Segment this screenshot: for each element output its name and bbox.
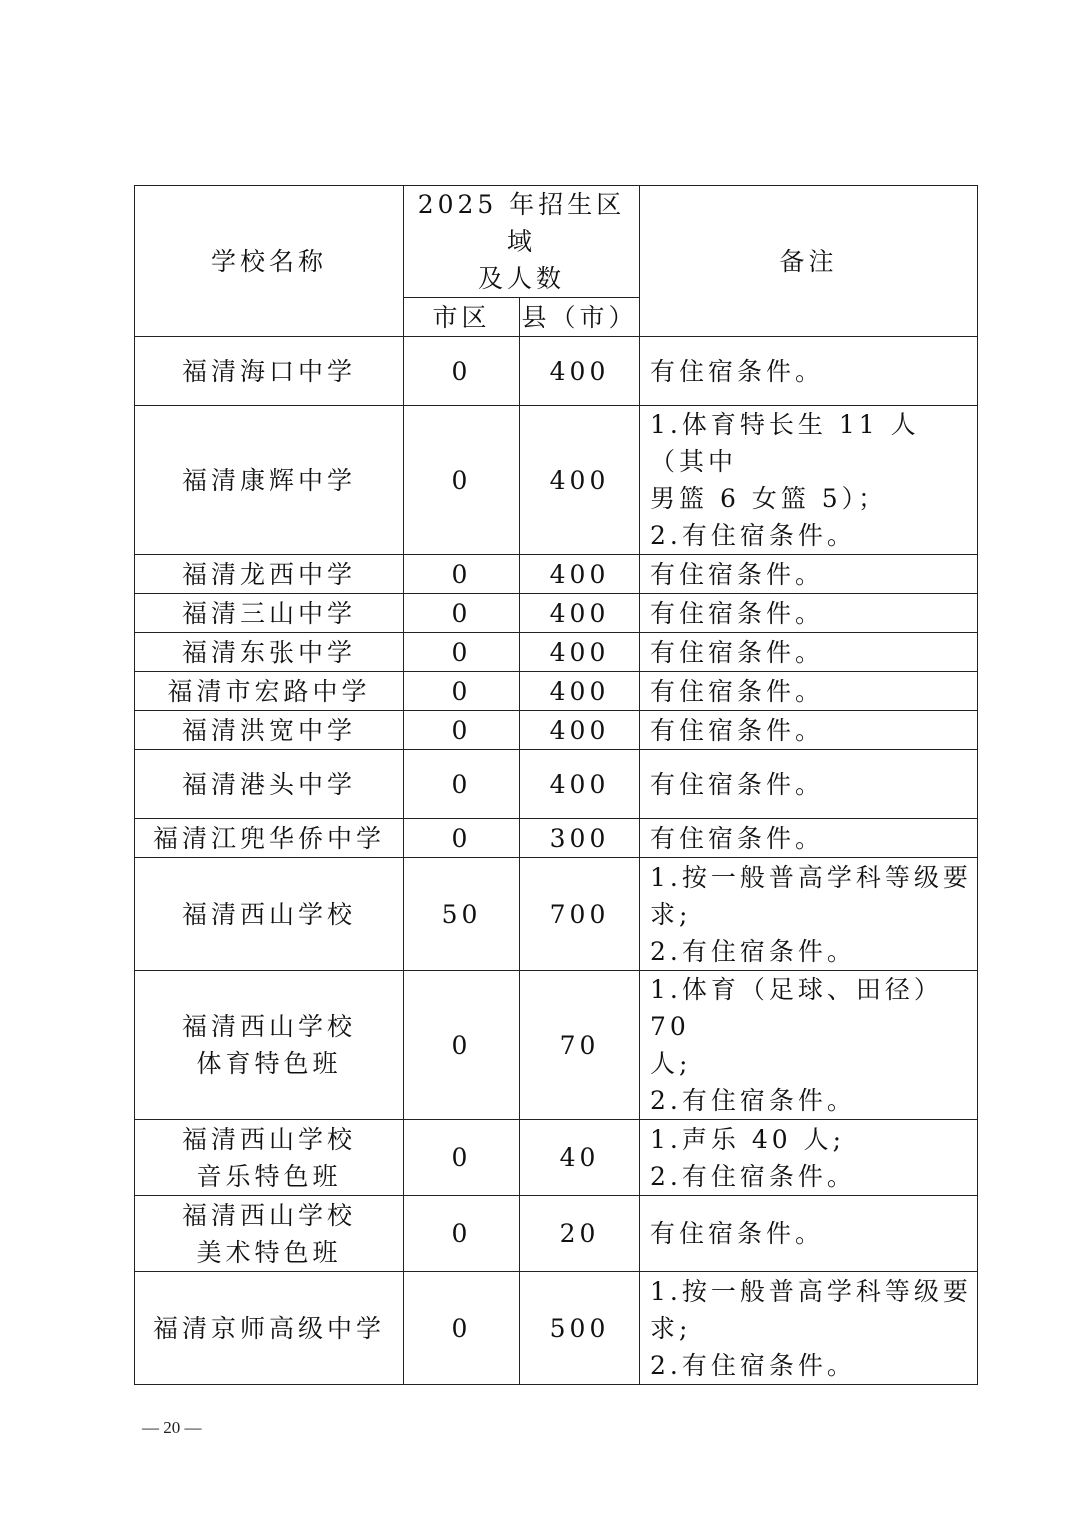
table-row bbox=[135, 1272, 978, 1385]
header-region-line2: 及人数 bbox=[478, 264, 566, 293]
county-count: 400 bbox=[520, 750, 640, 819]
remark-line: 人; bbox=[650, 1049, 692, 1078]
remarks-cell bbox=[640, 406, 978, 555]
header-county: 县（市） bbox=[520, 298, 640, 337]
county-count: 300 bbox=[520, 819, 640, 858]
county-count: 400 bbox=[520, 594, 640, 633]
city-count: 0 bbox=[404, 594, 520, 633]
school-name-cell bbox=[135, 971, 404, 1120]
remarks-cell bbox=[640, 1272, 978, 1385]
county-count: 400 bbox=[520, 711, 640, 750]
page-number: — 20 — bbox=[142, 1418, 202, 1437]
school-name: 福清港头中学 bbox=[181, 769, 356, 799]
city-count: 0 bbox=[404, 819, 520, 858]
remark-line: 求; bbox=[650, 1313, 692, 1343]
school-name: 福清西山学校 bbox=[181, 1012, 356, 1041]
school-name: 体育特色班 bbox=[196, 1049, 342, 1078]
table-row bbox=[135, 1120, 978, 1196]
county-count: 700 bbox=[520, 858, 640, 971]
remark-line: 2.有住宿条件。 bbox=[650, 936, 856, 966]
county-count: 400 bbox=[520, 406, 640, 555]
school-name: 福清江兜华侨中学 bbox=[152, 823, 385, 853]
school-name-cell bbox=[135, 819, 404, 858]
school-name: 音乐特色班 bbox=[196, 1161, 342, 1191]
header-region-line1: 2025 年招生区域 bbox=[417, 190, 626, 256]
remark-line: 2.有住宿条件。 bbox=[650, 1086, 856, 1115]
remark-line: 男篮 6 女篮 5）； bbox=[650, 484, 888, 513]
remark-line: 求; bbox=[650, 899, 692, 929]
city-count: 0 bbox=[404, 337, 520, 406]
city-count: 0 bbox=[404, 1120, 520, 1196]
remark-line: 有住宿条件。 bbox=[650, 356, 825, 386]
table-row bbox=[135, 337, 978, 406]
table-row bbox=[135, 594, 978, 633]
city-count: 0 bbox=[404, 1272, 520, 1385]
header-region-count bbox=[404, 186, 640, 298]
county-count: 400 bbox=[520, 337, 640, 406]
table-row bbox=[135, 750, 978, 819]
school-name-cell bbox=[135, 1196, 404, 1272]
school-name-cell bbox=[135, 337, 404, 406]
remark-line: 1.体育特长生 11 人（其中 bbox=[650, 410, 920, 476]
school-name-cell bbox=[135, 1120, 404, 1196]
table-row bbox=[135, 819, 978, 858]
remarks-cell bbox=[640, 1196, 978, 1272]
remark-line: 有住宿条件。 bbox=[650, 598, 825, 628]
city-count: 50 bbox=[404, 858, 520, 971]
remarks-cell bbox=[640, 1120, 978, 1196]
school-name-cell bbox=[135, 672, 404, 711]
school-name-cell bbox=[135, 711, 404, 750]
school-name-cell bbox=[135, 555, 404, 594]
remarks-cell bbox=[640, 819, 978, 858]
remarks-cell bbox=[640, 711, 978, 750]
header-remarks: 备注 bbox=[640, 186, 978, 337]
county-count: 20 bbox=[520, 1196, 640, 1272]
header-school-name: 学校名称 bbox=[135, 186, 404, 337]
remarks-cell bbox=[640, 971, 978, 1120]
remarks-cell bbox=[640, 594, 978, 633]
table-row bbox=[135, 711, 978, 750]
school-name: 美术特色班 bbox=[196, 1237, 342, 1267]
table-row bbox=[135, 406, 978, 555]
school-name: 福清市宏路中学 bbox=[167, 676, 371, 706]
remark-line: 有住宿条件。 bbox=[650, 823, 825, 853]
remark-line: 1.声乐 40 人; bbox=[650, 1124, 845, 1154]
remarks-cell bbox=[640, 858, 978, 971]
remarks-cell bbox=[640, 672, 978, 711]
admissions-table bbox=[134, 185, 978, 1385]
table-row bbox=[135, 672, 978, 711]
school-name-cell bbox=[135, 406, 404, 555]
school-name: 福清康辉中学 bbox=[181, 465, 356, 495]
remarks-cell bbox=[640, 555, 978, 594]
city-count: 0 bbox=[404, 711, 520, 750]
school-name: 福清海口中学 bbox=[181, 356, 356, 386]
city-count: 0 bbox=[404, 672, 520, 711]
remarks-cell bbox=[640, 750, 978, 819]
city-count: 0 bbox=[404, 633, 520, 672]
county-count: 400 bbox=[520, 672, 640, 711]
table-row bbox=[135, 1196, 978, 1272]
school-name: 福清龙西中学 bbox=[181, 559, 356, 589]
remarks-cell bbox=[640, 633, 978, 672]
school-name-cell bbox=[135, 594, 404, 633]
county-count: 400 bbox=[520, 555, 640, 594]
school-name-cell bbox=[135, 1272, 404, 1385]
remark-line: 有住宿条件。 bbox=[650, 769, 825, 799]
remark-line: 2.有住宿条件。 bbox=[650, 1161, 856, 1191]
remark-line: 有住宿条件。 bbox=[650, 1219, 825, 1248]
city-count: 0 bbox=[404, 1196, 520, 1272]
city-count: 0 bbox=[404, 971, 520, 1120]
county-count: 70 bbox=[520, 971, 640, 1120]
remark-line: 2.有住宿条件。 bbox=[650, 1350, 856, 1380]
city-count: 0 bbox=[404, 555, 520, 594]
school-name-cell bbox=[135, 633, 404, 672]
table-row bbox=[135, 971, 978, 1120]
city-count: 0 bbox=[404, 750, 520, 819]
remark-line: 2.有住宿条件。 bbox=[650, 521, 856, 550]
county-count: 500 bbox=[520, 1272, 640, 1385]
school-name: 福清东张中学 bbox=[181, 637, 356, 667]
header-city: 市区 bbox=[404, 298, 520, 337]
remarks-cell bbox=[640, 337, 978, 406]
table-row bbox=[135, 555, 978, 594]
school-name-cell bbox=[135, 858, 404, 971]
table-row bbox=[135, 633, 978, 672]
school-name: 福清西山学校 bbox=[181, 1200, 356, 1230]
remark-line: 1.按一般普高学科等级要 bbox=[650, 862, 972, 892]
school-name: 福清京师高级中学 bbox=[152, 1313, 385, 1343]
remark-line: 有住宿条件。 bbox=[650, 637, 825, 667]
remark-line: 有住宿条件。 bbox=[650, 676, 825, 706]
remark-line: 1.体育（足球、田径）70 bbox=[650, 975, 943, 1041]
header-row-top bbox=[135, 186, 978, 298]
county-count: 400 bbox=[520, 633, 640, 672]
remark-line: 1.按一般普高学科等级要 bbox=[650, 1276, 972, 1306]
remark-line: 有住宿条件。 bbox=[650, 715, 825, 745]
county-count: 40 bbox=[520, 1120, 640, 1196]
school-name: 福清西山学校 bbox=[181, 1124, 356, 1154]
school-name: 福清三山中学 bbox=[181, 598, 356, 628]
table-row bbox=[135, 858, 978, 971]
city-count: 0 bbox=[404, 406, 520, 555]
school-name: 福清洪宽中学 bbox=[181, 715, 356, 745]
remark-line: 有住宿条件。 bbox=[650, 559, 825, 589]
school-name-cell bbox=[135, 750, 404, 819]
school-name: 福清西山学校 bbox=[181, 899, 356, 929]
